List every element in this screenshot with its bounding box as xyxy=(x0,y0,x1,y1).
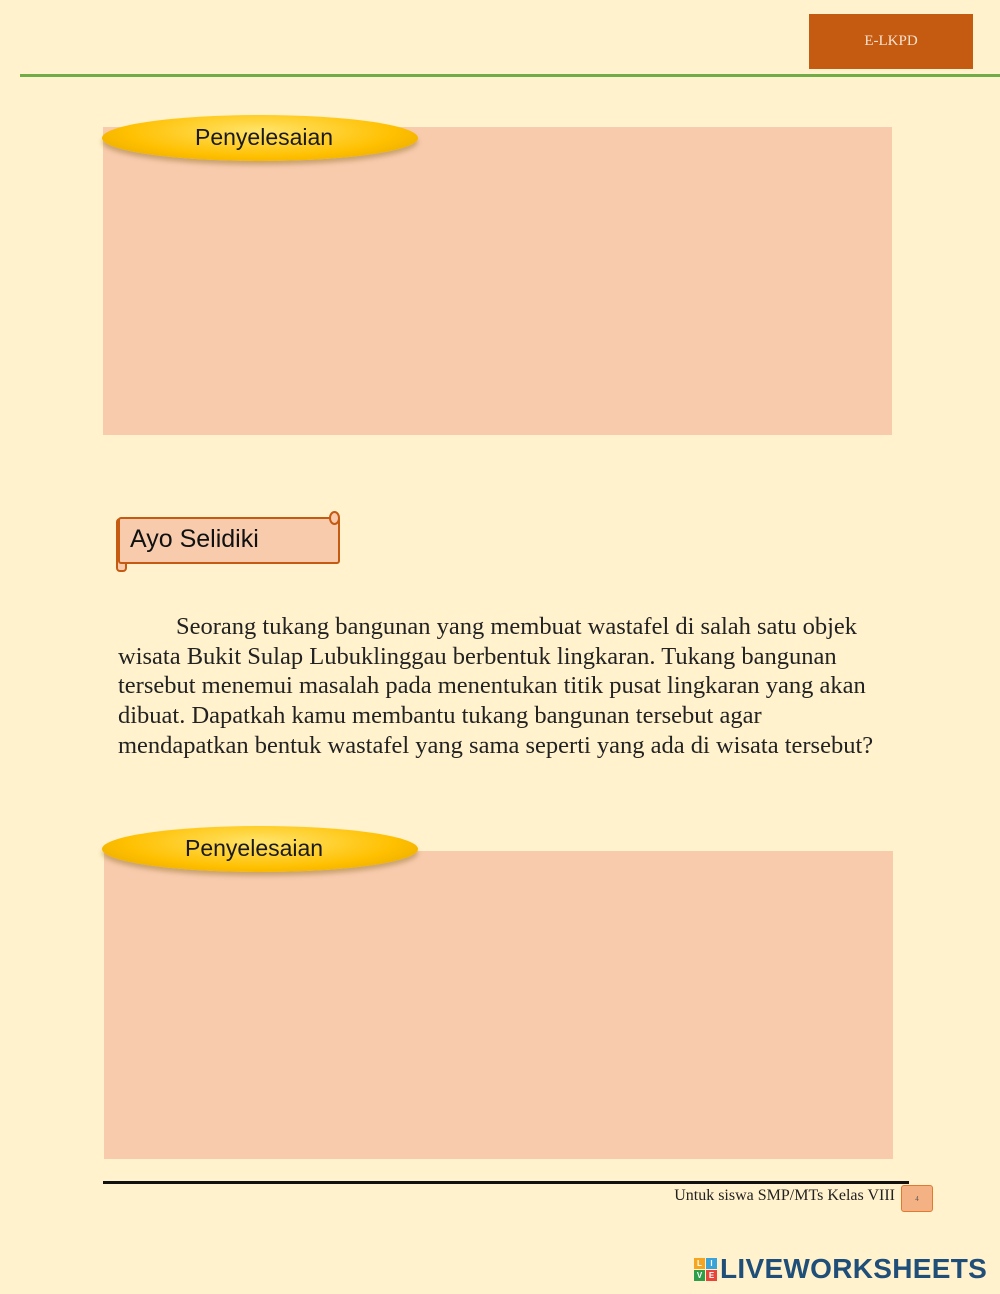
investigate-banner xyxy=(118,517,340,564)
footer-text: Untuk siswa SMP/MTs Kelas VIII xyxy=(674,1187,895,1204)
logo-letter-e: E xyxy=(706,1270,717,1281)
header-badge xyxy=(809,14,973,69)
header-divider xyxy=(20,74,1000,77)
solution-label-1 xyxy=(102,115,418,161)
logo-letter-l: L xyxy=(694,1258,705,1269)
logo-letter-i: I xyxy=(706,1258,717,1269)
answer-area-1[interactable] xyxy=(103,127,892,435)
liveworksheets-logo-icon xyxy=(694,1258,717,1281)
answer-area-2[interactable] xyxy=(104,851,893,1159)
liveworksheets-logo-text: LIVEWORKSHEETS xyxy=(720,1253,988,1284)
solution-label-2 xyxy=(102,826,418,872)
solution-label-2-text: Penyelesaian xyxy=(185,835,324,861)
footer-divider xyxy=(103,1181,909,1184)
liveworksheets-logo xyxy=(694,1254,987,1284)
page-number: 4 xyxy=(901,1185,933,1212)
scroll-roll-right xyxy=(329,511,340,525)
solution-label-1-text: Penyelesaian xyxy=(195,124,334,150)
problem-paragraph: Seorang tukang bangunan yang membuat wastafel di salah satu objek wisata Bukit Sulap Lubuklinggau berbentuk lingkaran. Tukang bangunan tersebut menemui masalah pada menentukan titik pusat lingkaran yang akan dibuat. Dapatkah kamu membantu tukang bangunan tersebut agar mendapatkan bentuk wastafel yang sama seperti yang ada di wisata tersebut? xyxy=(118,613,874,759)
logo-letter-v: V xyxy=(694,1270,705,1281)
investigate-banner-label: Ayo Selidiki xyxy=(130,525,259,553)
header-badge-label: E-LKPD xyxy=(864,33,918,49)
